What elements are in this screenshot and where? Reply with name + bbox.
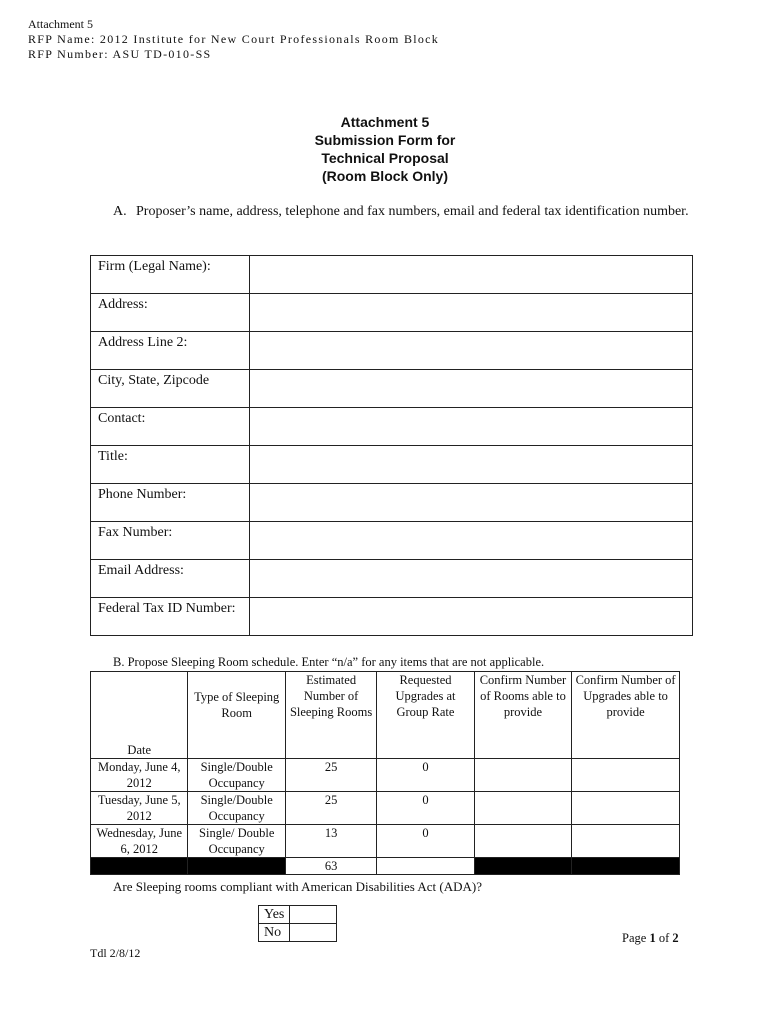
- column-header-confirm-upgrades: Confirm Number of Upgrades able to provide: [572, 672, 680, 759]
- field-label: Contact:: [91, 408, 250, 446]
- header-rfp-name: RFP Name: 2012 Institute for New Court Professionals Room Block: [28, 32, 440, 46]
- table-row: [91, 408, 693, 446]
- column-header-date: Date: [91, 672, 188, 759]
- table-row: [91, 792, 680, 825]
- table-row: [259, 906, 337, 924]
- confirm-rooms-cell[interactable]: [474, 825, 571, 858]
- table-row: [91, 522, 693, 560]
- date-cell: Monday, June 4, 2012: [91, 759, 188, 792]
- email-field[interactable]: [250, 560, 693, 598]
- proposer-info-table: [90, 255, 693, 636]
- field-label: City, State, Zipcode: [91, 370, 250, 408]
- total-upgrades-cell[interactable]: [377, 858, 474, 875]
- table-header-row: [91, 672, 680, 759]
- no-label: No: [259, 924, 290, 942]
- section-a-label: A.: [113, 204, 127, 219]
- yes-checkbox[interactable]: [290, 906, 337, 924]
- table-row: [91, 484, 693, 522]
- field-label: Phone Number:: [91, 484, 250, 522]
- confirm-upgrades-cell[interactable]: [572, 759, 680, 792]
- column-header-type: Type of Sleeping Room: [188, 672, 285, 759]
- title-line: (Room Block Only): [321, 168, 448, 184]
- table-row: [91, 825, 680, 858]
- table-row: [91, 446, 693, 484]
- address-field[interactable]: [250, 294, 693, 332]
- table-row: [91, 598, 693, 636]
- section-b-text: B. Propose Sleeping Room schedule. Enter “n/a” for any items that are not applicable.: [113, 655, 545, 669]
- ada-question: Are Sleeping rooms compliant with American Disabilities Act (ADA)?: [113, 879, 482, 894]
- column-header-estimated: Estimated Number of Sleeping Rooms: [285, 672, 376, 759]
- page-number: [622, 931, 679, 946]
- city-state-zip-field[interactable]: [250, 370, 693, 408]
- sleeping-room-schedule: [90, 671, 680, 875]
- field-label: Address:: [91, 294, 250, 332]
- total-rooms-cell: 63: [285, 858, 376, 875]
- upgrades-cell: 0: [377, 759, 474, 792]
- title-line: Technical Proposal: [321, 150, 449, 166]
- table-row: [91, 332, 693, 370]
- total-row: [91, 858, 680, 875]
- ada-answer-table: [258, 905, 337, 942]
- column-header-confirm-rooms: Confirm Number of Rooms able to provide: [474, 672, 571, 759]
- blackout-cell: [188, 858, 285, 875]
- field-label: Firm (Legal Name):: [91, 256, 250, 294]
- upgrades-cell: 0: [377, 792, 474, 825]
- confirm-upgrades-cell[interactable]: [572, 825, 680, 858]
- field-label: Title:: [91, 446, 250, 484]
- confirm-rooms-cell[interactable]: [474, 759, 571, 792]
- confirm-upgrades-cell[interactable]: [572, 792, 680, 825]
- table-row: [91, 294, 693, 332]
- column-header-upgrades: Requested Upgrades at Group Rate: [377, 672, 474, 759]
- page-total: 2: [672, 931, 679, 945]
- title-line: Attachment 5: [340, 114, 430, 130]
- section-a-text: Proposer’s name, address, telephone and fax numbers, email and federal tax identification number.: [136, 204, 689, 219]
- title-field[interactable]: [250, 446, 693, 484]
- yes-label: Yes: [259, 906, 290, 924]
- form-title: [0, 113, 770, 185]
- contact-field[interactable]: [250, 408, 693, 446]
- rooms-cell: 13: [285, 825, 376, 858]
- field-label: Address Line 2:: [91, 332, 250, 370]
- room-type-cell: Single/Double Occupancy: [188, 759, 285, 792]
- table-row: [91, 370, 693, 408]
- page-of: of: [655, 931, 673, 945]
- confirm-rooms-cell[interactable]: [474, 792, 571, 825]
- table-row: [91, 560, 693, 598]
- table-row: [91, 256, 693, 294]
- upgrades-cell: 0: [377, 825, 474, 858]
- header-attachment: Attachment 5: [28, 17, 93, 31]
- table-row: [259, 924, 337, 942]
- field-label: Email Address:: [91, 560, 250, 598]
- blackout-cell: [91, 858, 188, 875]
- field-label: Federal Tax ID Number:: [91, 598, 250, 636]
- field-label: Fax Number:: [91, 522, 250, 560]
- phone-field[interactable]: [250, 484, 693, 522]
- blackout-cell: [572, 858, 680, 875]
- rooms-cell: 25: [285, 792, 376, 825]
- room-type-cell: Single/ Double Occupancy: [188, 825, 285, 858]
- room-type-cell: Single/Double Occupancy: [188, 792, 285, 825]
- rooms-cell: 25: [285, 759, 376, 792]
- title-line: Submission Form for: [314, 132, 456, 148]
- address-line-2-field[interactable]: [250, 332, 693, 370]
- page-prefix: Page: [622, 931, 650, 945]
- table-row: [91, 759, 680, 792]
- date-cell: Tuesday, June 5, 2012: [91, 792, 188, 825]
- tax-id-field[interactable]: [250, 598, 693, 636]
- firm-name-field[interactable]: [250, 256, 693, 294]
- page-current: 1: [649, 931, 656, 945]
- fax-field[interactable]: [250, 522, 693, 560]
- footer-revision: Tdl 2/8/12: [90, 946, 141, 960]
- no-checkbox[interactable]: [290, 924, 337, 942]
- document-header: [28, 17, 439, 62]
- section-a: [113, 203, 693, 221]
- blackout-cell: [474, 858, 571, 875]
- date-cell: Wednesday, June 6, 2012: [91, 825, 188, 858]
- header-rfp-number: RFP Number: ASU TD-010-SS: [28, 47, 212, 61]
